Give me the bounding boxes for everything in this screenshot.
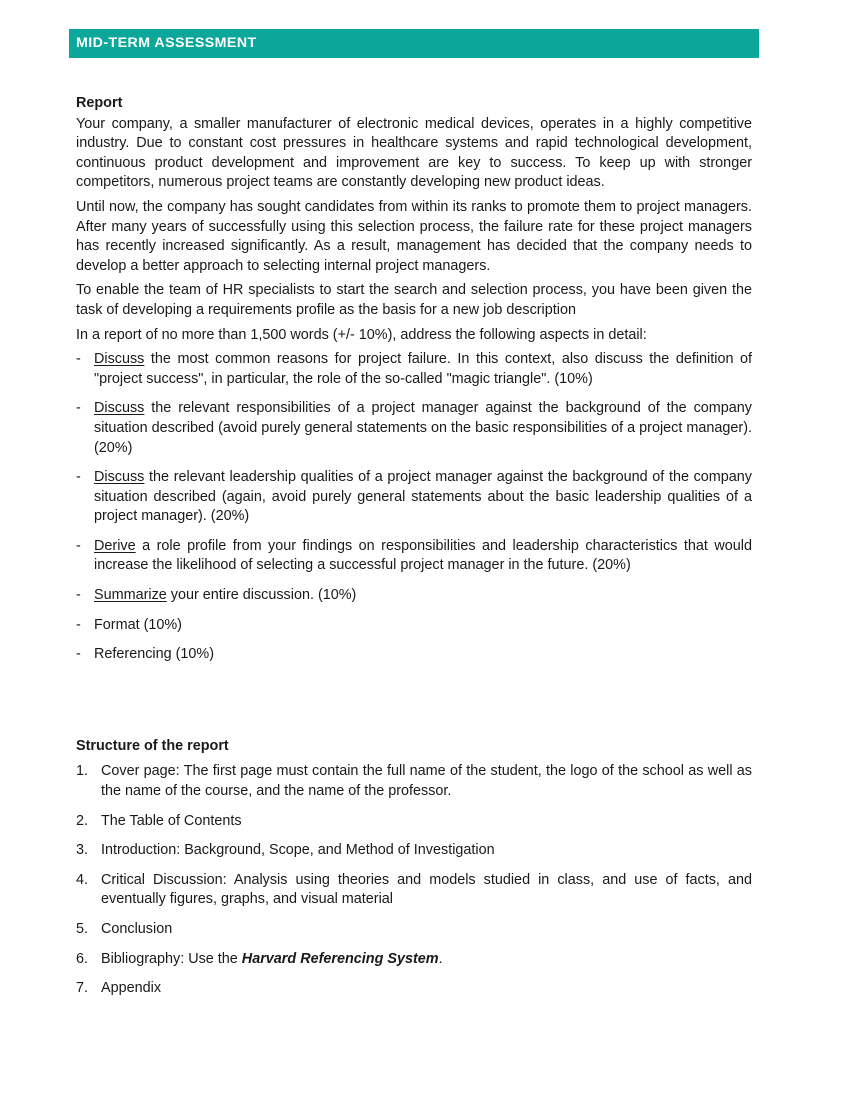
task-verb: Discuss [94,469,145,486]
list-item-text: Cover page: The first page must contain the full name of the student, the logo of the school as well as the name of the course, and the name of the professor. [101,763,752,800]
structure-heading: Structure of the report [76,737,229,754]
item-number: 7. [76,980,89,997]
task-verb: Discuss [94,400,145,417]
report-paragraph: Your company, a smaller manufacturer of electronic medical devices, operates in a highly competitive industry. Due to constant cost pressures in healthcare systems and rapid technological development, continuous product development and improvement are key to success. To keep up with stronger competitors, numerous project teams are constantly developing new product ideas. [76,115,752,191]
list-item [76,950,752,970]
list-item [76,399,752,458]
list-item-text: Appendix [101,980,162,997]
list-item-text: a role profile from your findings on responsibilities and leadership characteristics that would increase the likelihood of selecting a successful project manager in the future. (20%) [94,537,752,574]
list-item [76,350,752,389]
document-body [76,94,752,1009]
item-number: 2. [76,812,89,829]
dash-bullet: - [76,587,81,604]
list-item [76,537,752,576]
section-header-bar [69,29,759,58]
dash-bullet: - [76,400,81,417]
item-number: 1. [76,763,89,780]
report-paragraph: In a report of no more than 1,500 words (+/- 10%), address the following aspects in detail: [76,326,647,343]
list-item-text: Format (10%) [94,616,182,633]
task-verb: Derive [94,537,136,554]
list-item-text: the relevant responsibilities of a project manager against the background of the company situation described (avoid purely general statements on the basic responsibilities of a project manager). (20%) [94,400,752,456]
list-item-text: the most common reasons for project failure. In this context, also discuss the definition of "project success", in particular, the role of the so-called "magic triangle". (10%) [94,351,752,387]
item-number: 4. [76,871,89,888]
list-item [76,762,752,801]
item-number: 3. [76,842,89,859]
section-spacer [76,675,752,737]
emphasized-text: Harvard Referencing System [241,950,439,967]
structure-list [76,762,752,998]
list-item [76,920,752,940]
list-item-tail: . [438,950,443,967]
dash-bullet: - [76,351,81,368]
list-item-text: your entire discussion. (10%) [166,587,357,604]
report-heading: Report [76,95,123,111]
list-item [76,586,752,606]
list-item [76,979,752,999]
report-paragraph: Until now, the company has sought candidates from within its ranks to promote them to project managers. After many years of successfully using this selection process, the failure rate for these project managers has recently increased significantly. As a result, management has decided that the company needs to develop a better approach to selecting internal project managers. [76,198,752,274]
list-item [76,468,752,527]
dash-bullet: - [76,469,81,486]
list-item-text: Referencing (10%) [94,646,214,663]
list-item-text: Critical Discussion: Analysis using theories and models studied in class, and use of facts, and eventually figures, graphs, and visual material [101,871,752,908]
task-verb: Discuss [94,351,145,368]
item-number: 5. [76,921,89,937]
list-item-text: Introduction: Background, Scope, and Method of Investigation [101,842,495,859]
task-verb: Summarize [94,587,167,604]
dash-bullet: - [76,646,81,663]
aspects-list [76,350,752,665]
list-item-text: Bibliography: Use the [101,950,242,967]
list-item [76,616,752,636]
dash-bullet: - [76,616,81,633]
list-item-text: Conclusion [101,921,173,937]
list-item [76,812,752,832]
item-number: 6. [76,950,89,967]
list-item-text: The Table of Contents [101,812,242,829]
list-item [76,871,752,910]
report-paragraph: To enable the team of HR specialists to start the search and selection process, you have been given the task of developing a requirements profile as the basis for a new job description [76,282,752,318]
assessment-title: MID-TERM ASSESSMENT [76,35,257,51]
dash-bullet: - [76,537,81,554]
list-item-text: the relevant leadership qualities of a project manager against the background of the company situation described (again, avoid purely general statements about the basic leadership qualities of a project manager). (20%) [94,469,752,525]
list-item [76,645,752,665]
list-item [76,841,752,861]
